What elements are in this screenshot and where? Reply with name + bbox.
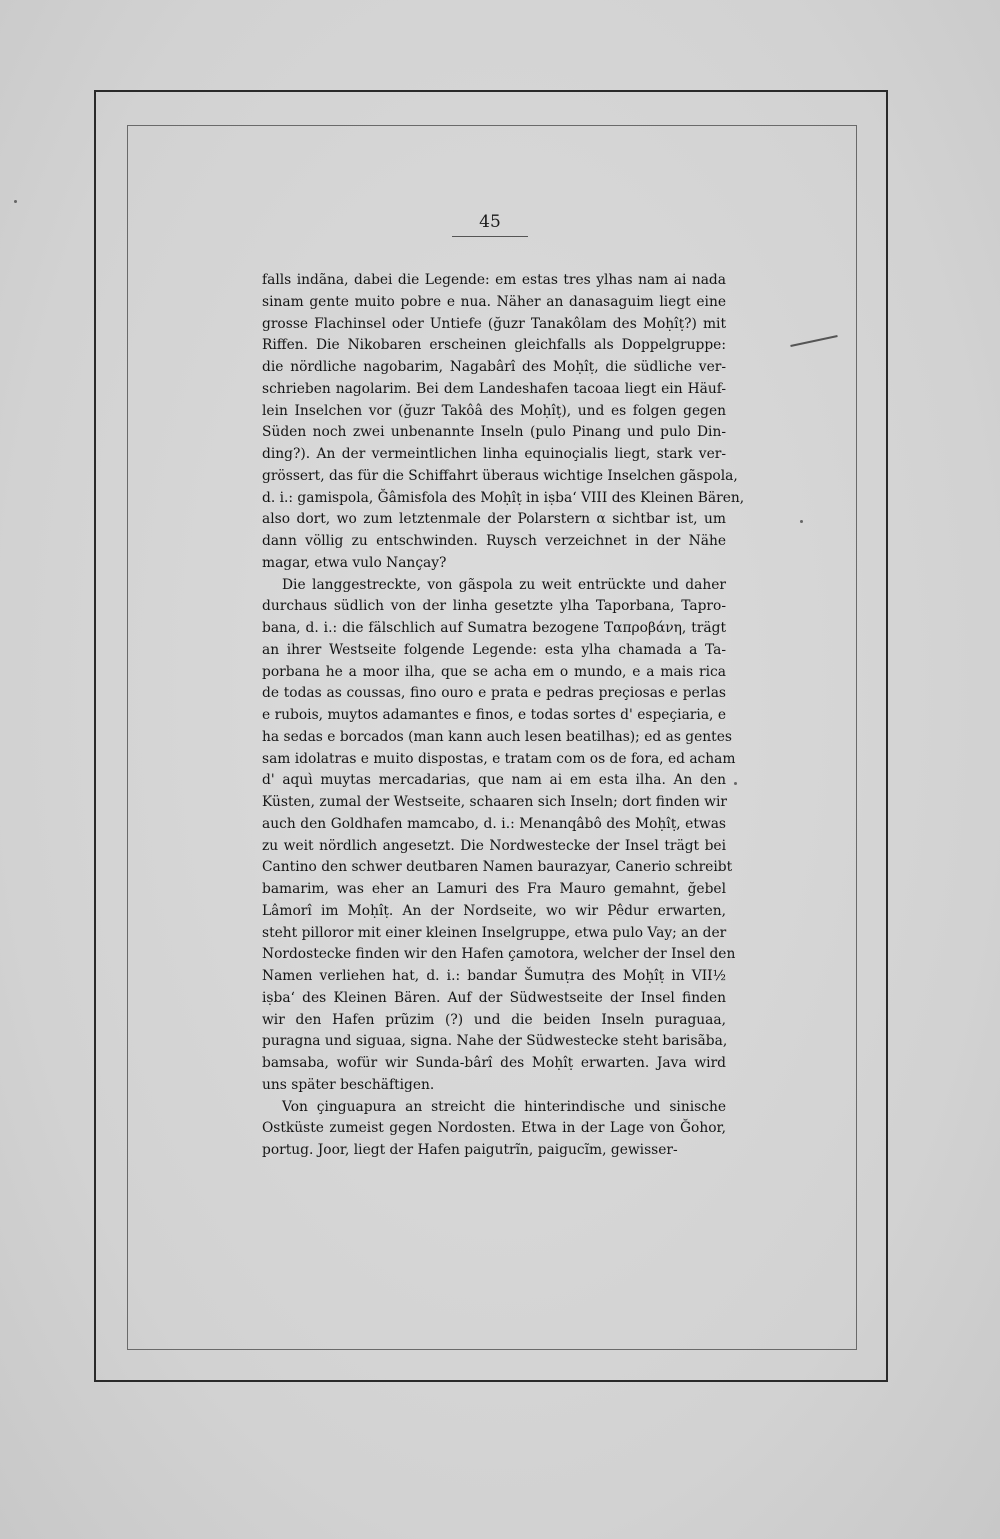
paragraph [262, 1097, 726, 1162]
text-line: bana, d. i.: die fälschlich auf Sumatra bezogene Ταπροβάνη, trägt [262, 620, 726, 636]
text-line: grosse Flachinsel oder Untiefe (ğuzr Tanakôlam des Moḥîṭ?) mit [262, 315, 726, 332]
text-line: d. i.: gamispola, Ğâmisfola des Moḥîṭ in iṣba‘ VIII des Kleinen Bären, [262, 489, 745, 506]
text-line: magar, etwa vulo Nançay? [262, 554, 447, 571]
body-text [262, 270, 745, 1162]
text-line: grössert, das für die Schiffahrt überaus wichtige Inselchen gãspola, [262, 467, 738, 484]
speck-mark [14, 200, 17, 203]
text-line: uns später beschäftigen. [262, 1076, 435, 1093]
text-line: falls indãna, dabei die Legende: em estas tres ylhas nam ai nada [262, 272, 726, 288]
text-line: porbana he a moor ilha, que se acha em o mundo, e a mais rica [262, 663, 726, 680]
text-line: Lâmorî im Moḥîṭ. An der Nordseite, wo wir Pêdur erwarten, [262, 902, 726, 919]
text-line: schrieben nagolarim. Bei dem Landeshafen tacoaa liegt ein Häuf- [262, 380, 726, 397]
text-line: sam idolatras e muito dispostas, e tratam com os de fora, ed acham [262, 750, 736, 767]
text-line: an ihrer Westseite folgende Legende: esta ylha chamada a Ta- [262, 641, 726, 658]
text-line: Küsten, zumal der Westseite, schaaren sich Inseln; dort finden wir [262, 794, 727, 810]
text-line: Cantino den schwer deutbaren Namen baurazyar, Canerio schreibt [262, 859, 733, 876]
text-line: e rubois, muytos adamantes e finos, e todas sortes d' espeçiaria, e [262, 707, 726, 723]
text-line: sinam gente muito pobre e nua. Näher an danasaguim liegt eine [262, 293, 726, 310]
text-line: portug. Joor, liegt der Hafen paigutrĩn, paigucĩm, gewisser- [262, 1142, 678, 1158]
speck-mark [734, 782, 737, 785]
text-line: auch den Goldhafen mamcabo, d. i.: Menanqâbô des Moḥîṭ, etwas [262, 815, 726, 832]
page-number-rule [452, 236, 528, 237]
paragraph [262, 270, 745, 575]
page-number: 45 [479, 212, 501, 232]
text-line: Namen verliehen hat, d. i.: bandar Šumuṭra des Moḥîṭ in VII½ [262, 968, 726, 984]
paragraph [262, 575, 736, 1097]
text-line: ding?). An der vermeintlichen linha equinoçialis liegt, stark ver- [262, 446, 726, 462]
text-line: also dort, wo zum letztenmale der Polarstern α sichtbar ist, um [262, 511, 726, 528]
text-line: Nordostecke finden wir den Hafen çamotora, welcher der Insel den [262, 946, 736, 963]
text-line: bamarim, was eher an Lamuri des Fra Mauro gemahnt, ğebel [262, 881, 726, 897]
text-line: ha sedas e borcados (man kann auch lesen beatilhas); ed as gentes [262, 728, 732, 745]
text-line: Süden noch zwei unbenannte Inseln (pulo Pinang und pulo Din- [262, 424, 726, 441]
text-line: steht pilloror mit einer kleinen Inselgruppe, etwa pulo Vay; an der [262, 924, 727, 941]
text-line: dann völlig zu entschwinden. Ruysch verzeichnet in der Nähe [262, 533, 726, 549]
text-line: de todas as coussas, fino ouro e prata e pedras preçiosas e perlas [262, 685, 726, 702]
text-line: Ostküste zumeist gegen Nordosten. Etwa in der Lage von Ğohor, [262, 1120, 726, 1137]
text-line: durchaus südlich von der linha gesetzte ylha Taporbana, Tapro- [262, 598, 726, 615]
text-line: d' aquì muytas mercadarias, que nam ai em esta ilha. An den [262, 772, 726, 789]
text-line: iṣba‘ des Kleinen Bären. Auf der Südwestseite der Insel finden [262, 989, 726, 1006]
text-line: wir den Hafen prũzim (?) und die beiden Inseln puraguaa, [262, 1011, 726, 1028]
text-line: Die langgestreckte, von gãspola zu weit entrückte und daher [282, 576, 726, 593]
text-line: puragna und siguaa, signa. Nahe der Südwestecke steht barisãba, [262, 1033, 728, 1050]
speck-mark [800, 520, 803, 523]
text-line: die nördliche nagobarim, Nagabârî des Moḥîṭ, die südliche ver- [262, 359, 726, 375]
text-line: zu weit nördlich angesetzt. Die Nordwestecke der Insel trägt bei [262, 837, 726, 854]
text-line: bamsaba, wofür wir Sunda-bârî des Moḥîṭ erwarten. Java wird [262, 1055, 726, 1071]
text-line: Von çinguapura an streicht die hinterindische und sinische [282, 1098, 726, 1115]
text-line: lein Inselchen vor (ğuzr Takôâ des Moḥîṭ), und es folgen gegen [262, 402, 726, 419]
text-line: Riffen. Die Nikobaren erscheinen gleichfalls als Doppelgruppe: [262, 337, 726, 354]
